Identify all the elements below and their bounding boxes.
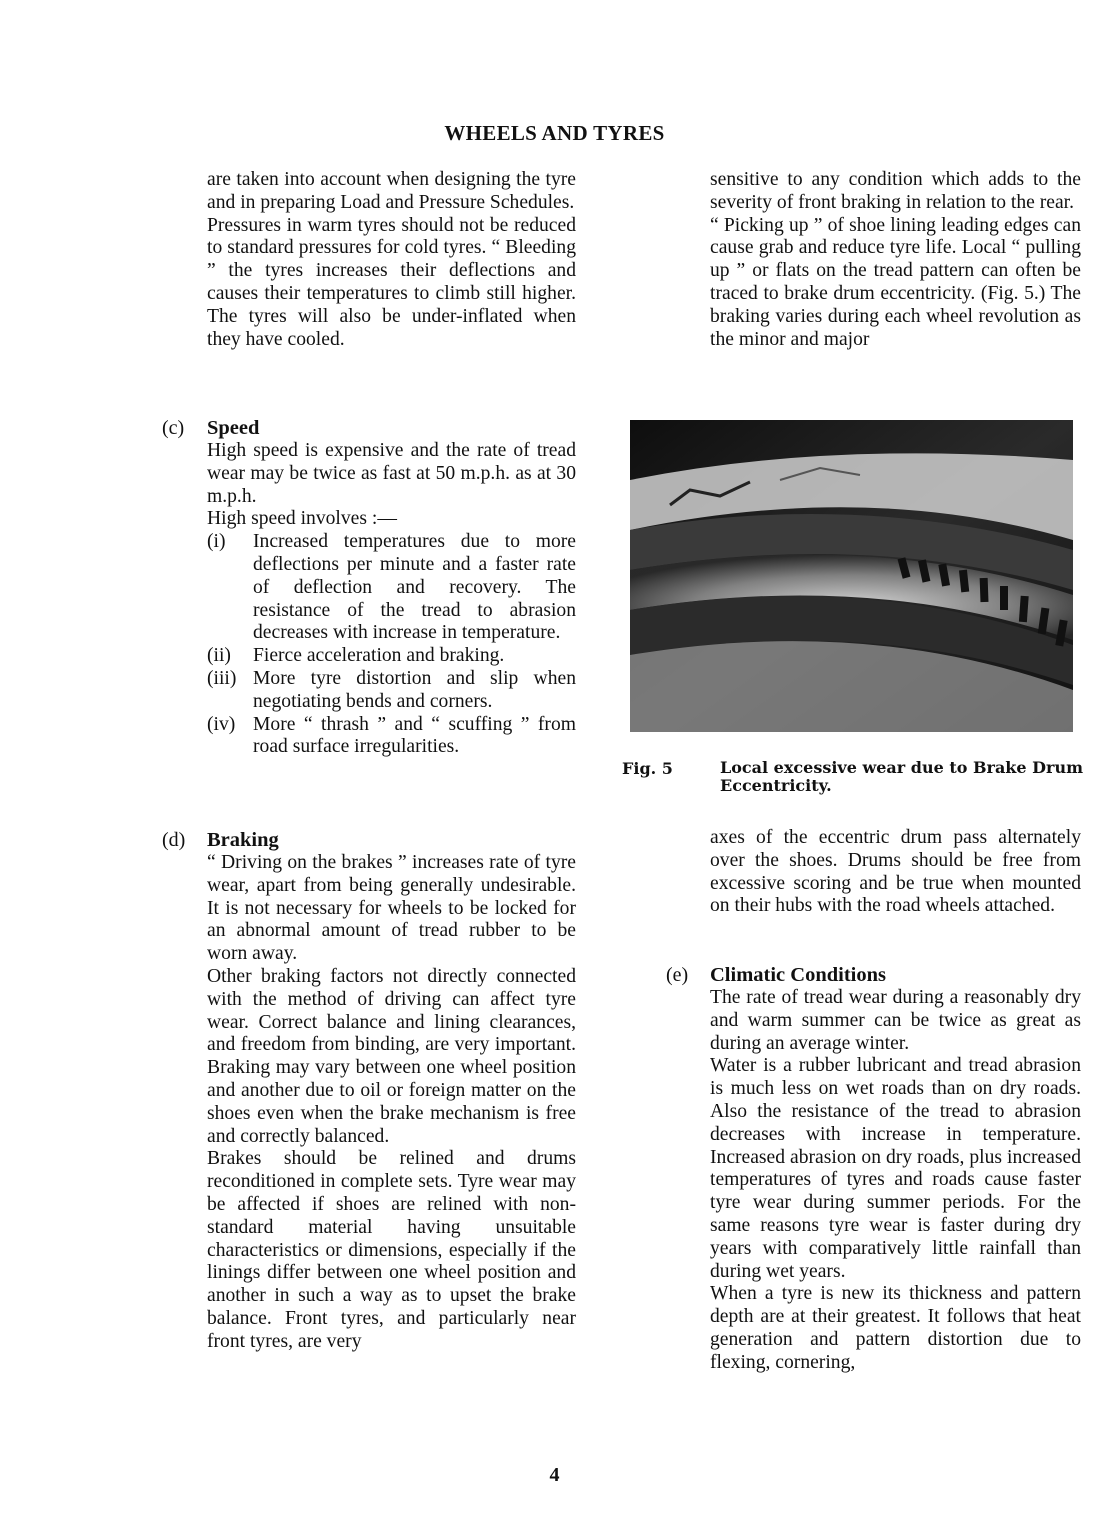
right-continued [710, 827, 1081, 918]
paragraph: Other braking factors not directly connected with the method of driving can affect tyre wear. Correct balance and lining clearances, and freedom from binding, are very important. Braking may vary between one wheel position and another due to oil or foreign matter on the shoes even when the brake mechanism is free and correctly balanced. [207, 965, 576, 1147]
left-intro [207, 169, 576, 351]
section-letter: (c) [162, 417, 185, 439]
paragraph: are taken into account when designing the tyre and in preparing Load and Pressure Schedules. [207, 169, 576, 213]
figure-label: Fig. 5 [622, 759, 673, 778]
paragraph: Pressures in warm tyres should not be reduced to standard pressures for cold tyres. “ Bleeding ” the tyres increases their deflections and causes their temperatures to climb still higher. The tyres will also be under-inflated when they have cooled. [207, 214, 576, 350]
section-heading: Braking [207, 829, 279, 851]
paragraph: High speed involves :— [207, 508, 397, 530]
paragraph: Water is a rubber lubricant and tread abrasion is much less on wet roads than on dry roads. Also the resistance of the tread to abrasion decreases with increase in temperature. Increased abrasion on dry roads, plus increased temperatures of tyres and roads cause faster tyre wear during summer periods. For the same reasons tyre wear is faster during dry years with comparatively little rainfall than during wet years. [710, 1055, 1081, 1282]
page-number: 4 [549, 1464, 560, 1486]
list-number: (ii) [207, 645, 231, 667]
paragraph: When a tyre is new its thickness and pattern depth are at their greatest. It follows that heat generation and pattern distortion due to flexing, cornering, [710, 1283, 1081, 1373]
list-item [207, 668, 576, 714]
figure-caption: Local excessive wear due to Brake Drum Eccentricity. [720, 758, 1084, 795]
list-item [207, 531, 576, 645]
speed-factor-list [207, 531, 576, 759]
section-letter: (d) [162, 829, 186, 851]
list-text: More tyre distortion and slip when negotiating bends and corners. [253, 667, 576, 712]
list-number: (i) [207, 531, 226, 553]
paragraph: axes of the eccentric drum pass alternately over the shoes. Drums should be free from excessive scoring and be true when mounted on their hubs with the road wheels attached. [710, 827, 1081, 917]
section-heading: Speed [207, 417, 260, 439]
paragraph: High speed is expensive and the rate of tread wear may be twice as fast at 50 m.p.h. as at 30 m.p.h. [207, 440, 576, 507]
brake-drum-wear-photo [630, 420, 1073, 732]
section-braking [162, 829, 576, 1354]
list-text: Fierce acceleration and braking. [253, 645, 505, 667]
section-speed [162, 417, 576, 759]
paragraph: The rate of tread wear during a reasonably dry and warm summer can be twice as great as during an average winter. [710, 987, 1081, 1054]
list-item [207, 645, 576, 668]
paragraph: sensitive to any condition which adds to the severity of front braking in relation to the rear. [710, 169, 1081, 213]
page-title: WHEELS AND TYRES [444, 121, 665, 145]
right-top [710, 169, 1081, 351]
tyre-tread-image [630, 420, 1073, 732]
list-number: (iv) [207, 713, 236, 735]
paragraph: “ Picking up ” of shoe lining leading edges can cause grab and reduce tyre life. Local “ pulling up ” or flats on the tread pattern can often be traced to brake drum eccentricity. (Fig. 5.) The braking varies during each wheel revolution as the minor and major [710, 214, 1081, 350]
paragraph: “ Driving on the brakes ” increases rate of tyre wear, apart from being generally undesirable. It is not necessary for wheels to be locked for an abnormal amount of tread rubber to be worn away. [207, 852, 576, 965]
list-item [207, 714, 576, 760]
paragraph: Brakes should be relined and drums reconditioned in complete sets. Tyre wear may be affected if shoes are relined with non-standard material having unsuitable characteristics or dimensions, especially if the linings differ between one wheel position and another in such a way as to upset the brake balance. Front tyres, and particularly near front tyres, are very [207, 1148, 576, 1352]
list-text: Increased temperatures due to more deflections per minute and a faster rate of deflection and recovery. The resistance of the tread to abrasion decreases with increase in temperature. [253, 531, 576, 644]
section-climatic [666, 964, 1081, 1375]
list-number: (iii) [207, 667, 237, 689]
list-text: More “ thrash ” and “ scuffing ” from road surface irregularities. [253, 713, 576, 758]
section-heading: Climatic Conditions [710, 964, 886, 986]
section-letter: (e) [666, 964, 689, 986]
